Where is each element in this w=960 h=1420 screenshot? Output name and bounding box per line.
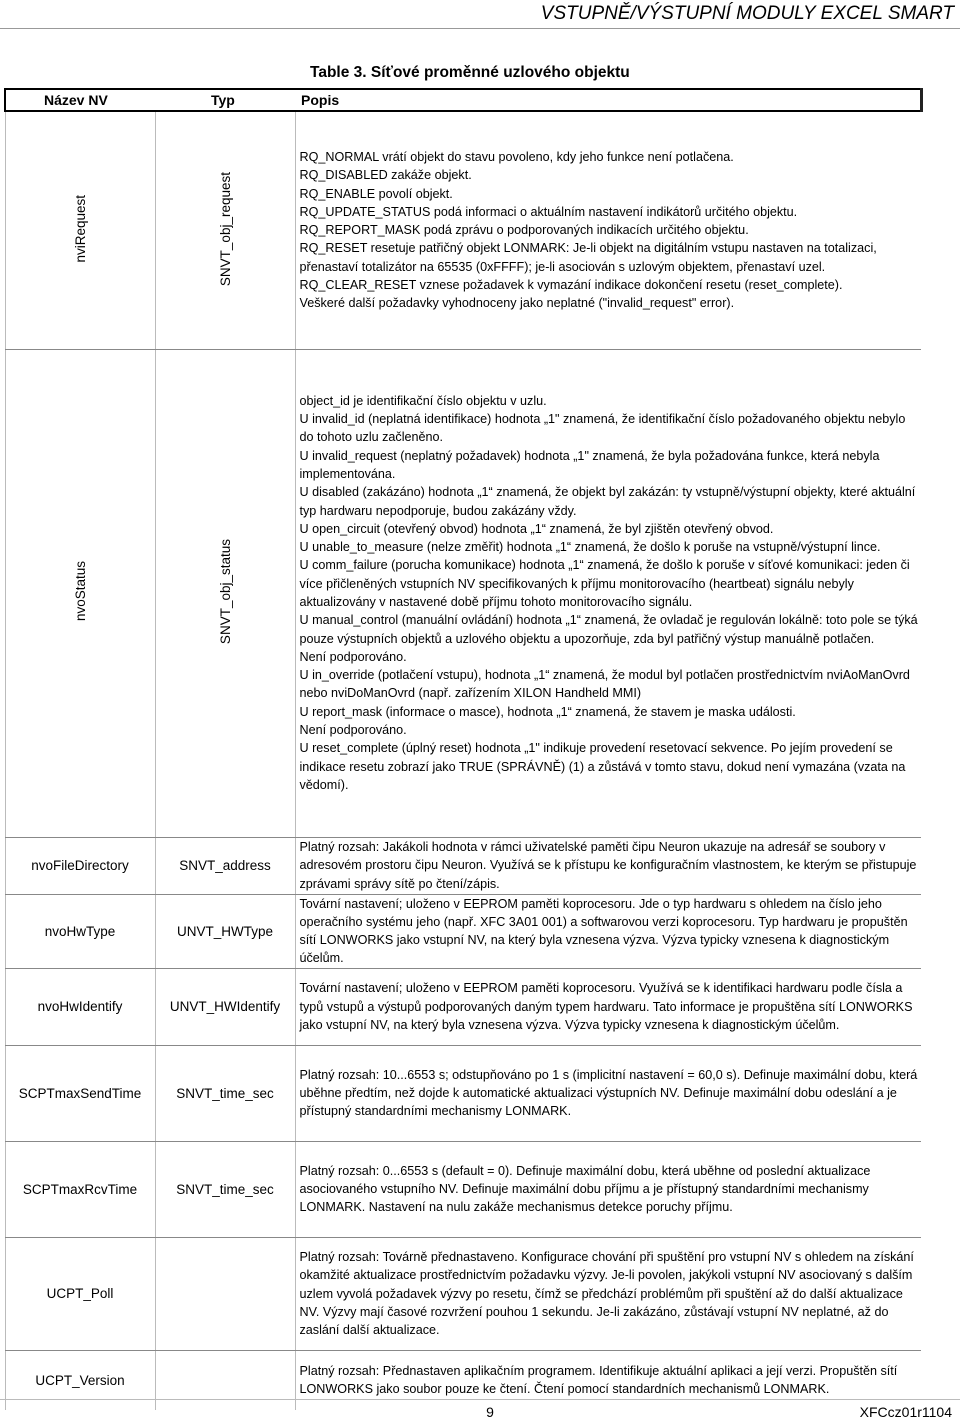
table-row	[5, 111, 921, 349]
description-paragraph: U invalid_id (neplatná identifikace) hodnota „1" znamená, že identifikační číslo požadovaného objektu nebylo do tohoto uzlu začleněno.	[299, 412, 906, 445]
nv-type-cell	[155, 894, 295, 968]
column-header-description: Popis	[295, 89, 921, 111]
description-paragraph: RQ_NORMAL vrátí objekt do stavu povoleno, kdy jeho funkce není potlačena.	[299, 149, 734, 164]
description-paragraph: RQ_REPORT_MASK podá zprávu o podporovaných indikacích určitého objektu.	[299, 223, 749, 238]
nv-name: UCPT_Poll	[46, 1286, 114, 1302]
description-paragraph: Veškeré další požadavky vyhodnoceny jako neplatné ("invalid_request" error).	[299, 296, 735, 311]
network-variables-table	[4, 88, 923, 1410]
description-paragraph: U in_override (potlačení vstupu), hodnota „1“ znamená, že modul byl potlačen prostřednictvím nviAoManOvrd nebo nviDoManOvrd (např. zařízením XILON Handheld MMI)	[299, 668, 910, 701]
table-row	[5, 1350, 921, 1410]
nv-name: nvoHwType	[44, 923, 116, 939]
nv-name: nvoHwIdentify	[37, 999, 123, 1015]
nv-name: nvoStatus	[72, 561, 88, 622]
table-header-row	[5, 89, 921, 111]
nv-name-cell	[5, 894, 155, 968]
nv-name: SCPTmaxRcvTime	[22, 1181, 138, 1197]
nv-name-cell	[5, 349, 155, 837]
description-paragraph: Není podporováno.	[299, 649, 407, 664]
description-paragraph: Platný rozsah: Jakákoli hodnota v rámci uživatelské paměti čipu Neuron ukazuje na adresář se soubory v adresovém prostoru čipu Neuron. Využívá se k přístupu ke konfiguračním vlastnostem, ke kterým se přistupuje zprávami správy sítě po čtení/zápis.	[299, 840, 917, 891]
nv-name-cell	[5, 968, 155, 1045]
header-divider	[0, 28, 960, 29]
description-paragraph: U manual_control (manuální ovládání) hodnota „1“ znamená, že ovladač je regulován lokálně: toto pole se týká pouze výstupních objektů a uzlového objektu a upozorňuje, zda byl patřičný výstup manuálně potlačen.	[299, 613, 918, 646]
nv-type-cell	[155, 968, 295, 1045]
nv-type: SNVT_obj_request	[217, 171, 233, 286]
nv-description-cell	[295, 349, 921, 837]
nv-type-cell	[155, 111, 295, 349]
description-paragraph: Není podporováno.	[299, 723, 407, 738]
nv-type-cell	[155, 1350, 295, 1410]
nv-name-cell	[5, 1045, 155, 1141]
table-caption: Table 3. Síťové proměnné uzlového objektu	[310, 64, 630, 81]
nv-type: SNVT_time_sec	[176, 1181, 274, 1197]
description-paragraph: U unable_to_measure (nelze změřit) hodnota „1“ znamená, že došlo k poruše na vstupně/výstupní lince.	[299, 540, 881, 555]
page-number: 9	[486, 1404, 494, 1420]
nv-type-cell	[155, 837, 295, 894]
description-paragraph: U reset_complete (úplný reset) hodnota „1" indikuje provedení resetovací sekvence. Po jejím provedení se indikace resetu zobrazí jako TRUE (SPRÁVNĚ) (1) a zůstává v tomto stavu, dokud není vymazána (vzata na vědomí).	[299, 741, 906, 792]
nv-description-cell	[295, 1350, 921, 1410]
description-paragraph: Tovární nastavení; uloženo v EEPROM paměti koprocesoru. Jde o typ hardwaru s ohledem na číslo jeho operačního systému jeho (např. XFC 3A01 001) a softwarovou verzi koprocesoru. Typ hardwaru je propuštěn sítí LONWORKS jako vstupní NV, na který byla vznesena výzva. Výzva typicky vznesena k diagnostickým účelům.	[299, 896, 908, 966]
table-row	[5, 837, 921, 894]
description-paragraph: RQ_DISABLED zakáže objekt.	[299, 168, 472, 183]
table-row	[5, 968, 921, 1045]
nv-name-cell	[5, 1141, 155, 1237]
table-row	[5, 1237, 921, 1350]
table-row	[5, 1045, 921, 1141]
description-paragraph: Tovární nastavení; uloženo v EEPROM paměti koprocesoru. Využívá se k identifikaci hardwaru podle čísla a typů vstupů a výstupů podporovaných daným typem hardwaru. Tato informace je propuštěna sítí LONWORKS jako vstupní NV, na který byla vznesena výzva. Výzva typicky vznesena k diagnostickým účelům.	[299, 981, 913, 1032]
description-paragraph: Platný rozsah: Přednastaven aplikačním programem. Identifikuje aktuální aplikaci a její verzi. Propuštěn sítí LONWORKS jako soubor pouze ke čtení. Čtení pomocí standardních mechanismů LONMARK.	[299, 1364, 898, 1397]
nv-description-cell	[295, 1237, 921, 1350]
footer-divider	[0, 1399, 960, 1400]
description-paragraph: Platný rozsah: 0...6553 s (default = 0). Definuje maximální dobu, která uběhne od poslední aktualizace asociovaného vstupního NV. Definuje maximální dobu příjmu a je přístupný standardními mechanismy LONMARK. Nastavení na nulu zakáže mechanismus detekce poruchy příjmu.	[299, 1163, 871, 1215]
nv-name-cell	[5, 1350, 155, 1410]
nv-name-cell	[5, 1237, 155, 1350]
nv-name: UCPT_Version	[35, 1372, 125, 1388]
nv-name: SCPTmaxSendTime	[18, 1085, 142, 1101]
nv-description-cell	[295, 111, 921, 349]
nv-type: SNVT_address	[179, 858, 271, 873]
description-paragraph: Platný rozsah: Továrně přednastaveno. Konfigurace chování při spuštění pro vstupní NV s ohledem na získání okamžité aktualizace prostřednictvím požadavku výzvy. Je-li povolen, jakýkoli vstupní NV asociovaný s dalším uzlem vyvolá požadavek výzvy po resetu, čímž se předchází problémům při spuštění až do další aktualizace NV. Výzvy mají časové rozvržení pouhou 1 sekundu. Je-li zakázáno, zůstávají vstupní NV neplatné, až do zaslání další aktualizace.	[299, 1249, 914, 1338]
description-paragraph: RQ_RESET resetuje patřičný objekt LONMARK: Je-li objekt na digitálním vstupu nastaven na totalizaci, přenastaví totalizátor na 65535 (0xFFFF); je-li asociován s uzlovým objektem, přenastaví uzel.	[299, 241, 877, 274]
nv-type-cell	[155, 349, 295, 837]
nv-description-cell	[295, 1045, 921, 1141]
column-header-type: Typ	[155, 89, 295, 111]
column-header-name: Název NV	[5, 89, 155, 111]
nv-name: nvoFileDirectory	[31, 858, 129, 873]
nv-type-cell	[155, 1141, 295, 1237]
nv-type: UNVT_HWType	[176, 923, 274, 939]
description-paragraph: object_id je identifikační číslo objektu v uzlu.	[299, 393, 547, 408]
nv-type-cell	[155, 1045, 295, 1141]
description-paragraph: Platný rozsah: 10...6553 s; odstupňováno po 1 s (implicitní nastavení = 60,0 s). Definuje maximální dobu, která uběhne předtím, než dojde k automatické aktualizaci výstupních NV. Definuje maximální dobu odeslání a je přístupný standardními mechanismy LONMARK.	[299, 1067, 918, 1119]
table-row	[5, 349, 921, 837]
nv-description-cell	[295, 1141, 921, 1237]
nv-type: SNVT_obj_status	[217, 538, 233, 645]
nv-description-cell	[295, 968, 921, 1045]
nv-type: SNVT_time_sec	[176, 1085, 274, 1101]
nv-description-cell	[295, 837, 921, 894]
document-code: XFCcz01r1104	[859, 1404, 952, 1420]
description-paragraph: RQ_CLEAR_RESET vznese požadavek k vymazání indikace dokončení resetu (reset_complete).	[299, 277, 843, 292]
description-paragraph: U report_mask (informace o masce), hodnota „1“ znamená, že stavem je maska události.	[299, 704, 796, 719]
description-paragraph: RQ_ENABLE povolí objekt.	[299, 186, 453, 201]
description-paragraph: U comm_failure (porucha komunikace) hodnota „1“ znamená, že došlo k poruše v síťové komunikaci: jeden či více přičleněných vstupních NV specifikovaných k příjmu monitorovacího (heartbeat) signálu nebyly aktualizovány v nastavené době příjmu tohoto monitorovacího signálu.	[299, 558, 910, 609]
description-paragraph: U open_circuit (otevřený obvod) hodnota „1“ znamená, že byl zjištěn otevřený obvod.	[299, 521, 774, 536]
table-row	[5, 894, 921, 968]
description-paragraph: U disabled (zakázáno) hodnota „1“ znamená, že objekt byl zakázán: ty vstupně/výstupní objekty, které aktuální typ hardwaru nepodporuje, budou zakázány vždy.	[299, 485, 916, 518]
nv-name-cell	[5, 111, 155, 349]
table-row	[5, 1141, 921, 1237]
nv-name: nviRequest	[72, 194, 88, 263]
nv-description-cell	[295, 894, 921, 968]
nv-type: UNVT_HWIdentify	[169, 999, 281, 1015]
nv-type-cell	[155, 1237, 295, 1350]
description-paragraph: U invalid_request (neplatný požadavek) hodnota „1" znamená, že byla požadována funkce, která nebyla implementována.	[299, 448, 880, 481]
nv-name-cell	[5, 837, 155, 894]
document-header-title: VSTUPNĚ/VÝSTUPNÍ MODULY EXCEL SMART	[540, 3, 954, 24]
description-paragraph: RQ_UPDATE_STATUS podá informaci o aktuálním nastavení indikátorů určitého objektu.	[299, 204, 798, 219]
